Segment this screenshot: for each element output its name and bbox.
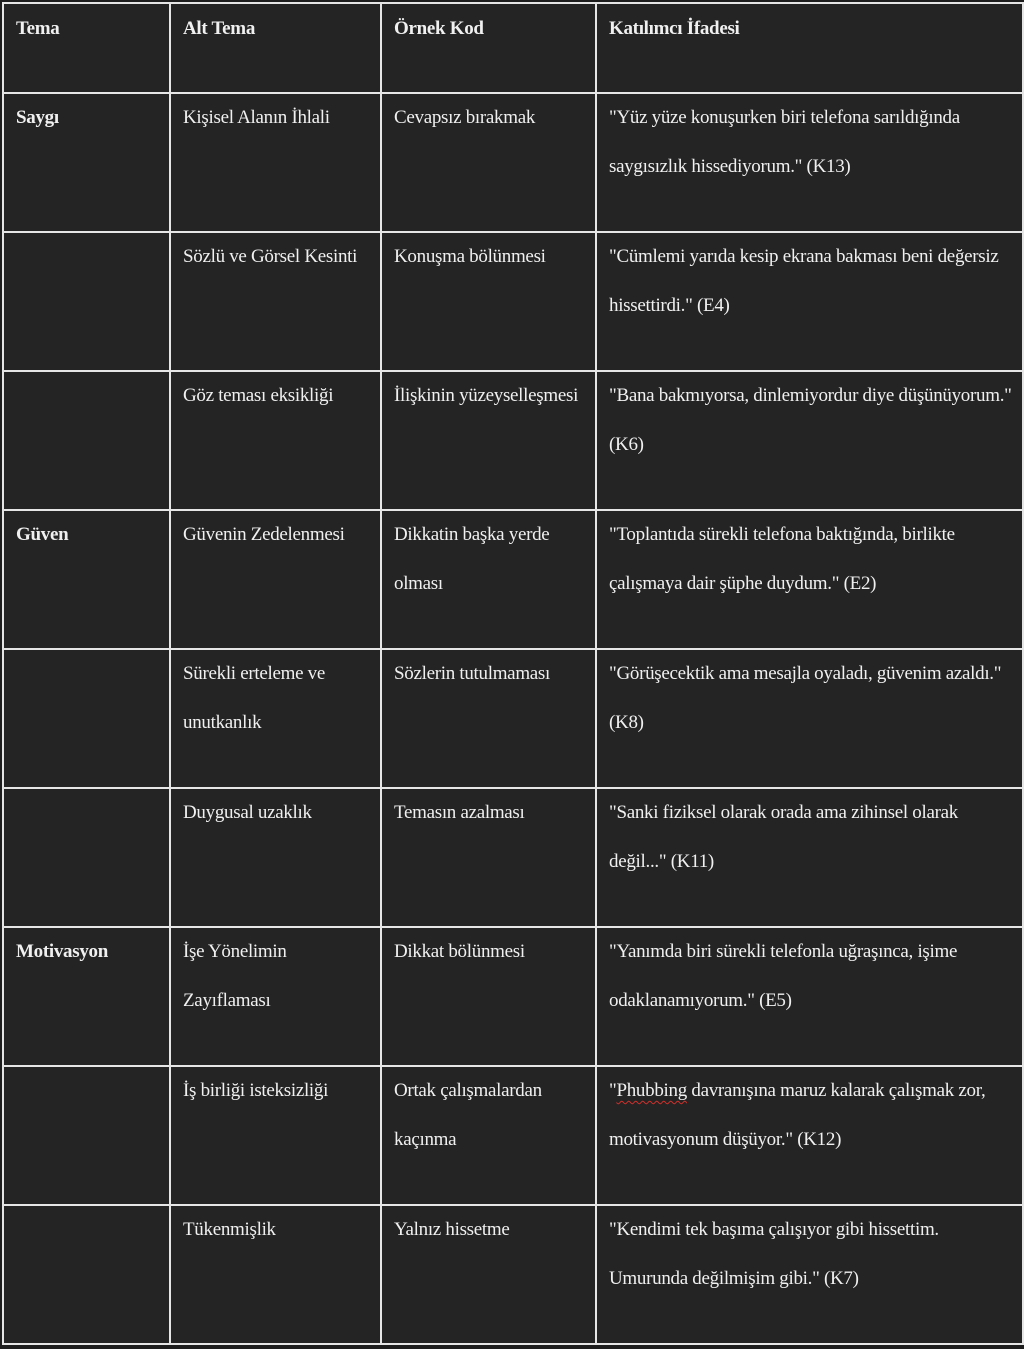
ifade-text: "Cümlemi yarıda kesip ekrana bakması beni değersiz hissettirdi." (E4) xyxy=(609,246,999,316)
ifade-cell xyxy=(596,649,1023,788)
tema-cell xyxy=(3,649,170,788)
ornek-kod-text: İlişkinin yüzeyselleşmesi xyxy=(394,385,579,406)
tema-cell xyxy=(3,371,170,510)
table-row xyxy=(3,232,1023,371)
tema-cell xyxy=(3,93,170,232)
ifade-cell xyxy=(596,1205,1023,1344)
alt-tema-text: İşe Yönelimin Zayıflaması xyxy=(183,941,287,1011)
ifade-text xyxy=(609,1066,1014,1164)
alt-tema-text: Duygusal uzaklık xyxy=(183,802,312,823)
alt-tema-text: Güvenin Zedelenmesi xyxy=(183,524,345,545)
table-row xyxy=(3,788,1023,927)
ifade-prefix: " xyxy=(609,1080,617,1101)
alt-tema-text: Sözlü ve Görsel Kesinti xyxy=(183,246,358,267)
alt-tema-cell xyxy=(170,927,381,1066)
header-ornek-kod: Örnek Kod xyxy=(381,3,596,93)
ifade-text: "Bana bakmıyorsa, dinlemiyordur diye düşünüyorum." (K6) xyxy=(609,385,1012,455)
alt-tema-text: Göz teması eksikliği xyxy=(183,385,334,406)
thematic-analysis-table xyxy=(2,2,1024,1345)
ornek-kod-text: Ortak çalışmalardan kaçınma xyxy=(394,1080,542,1150)
ifade-cell xyxy=(596,93,1023,232)
ornek-kod-cell xyxy=(381,1205,596,1344)
ifade-suffix: davranışına maruz kalarak çalışmak zor, motivasyonum düşüyor." (K12) xyxy=(609,1080,986,1150)
ornek-kod-cell xyxy=(381,371,596,510)
ifade-text: "Toplantıda sürekli telefona baktığında, birlikte çalışmaya dair şüphe duydum." (E2) xyxy=(609,524,955,594)
tema-cell xyxy=(3,927,170,1066)
tema-text: Güven xyxy=(16,524,69,545)
ifade-text: "Sanki fiziksel olarak orada ama zihinsel olarak değil..." (K11) xyxy=(609,802,958,872)
tema-cell xyxy=(3,1066,170,1205)
tema-cell xyxy=(3,1205,170,1344)
alt-tema-cell xyxy=(170,1066,381,1205)
ornek-kod-text: Temasın azalması xyxy=(394,802,525,823)
ifade-cell xyxy=(596,927,1023,1066)
table-row xyxy=(3,1205,1023,1344)
ornek-kod-text: Dikkatin başka yerde olması xyxy=(394,524,550,594)
table-header-row xyxy=(3,3,1023,93)
header-tema: Tema xyxy=(3,3,170,93)
table-row xyxy=(3,649,1023,788)
tema-cell xyxy=(3,510,170,649)
ornek-kod-cell xyxy=(381,1066,596,1205)
ifade-text: "Kendimi tek başıma çalışıyor gibi hissettim. Umurunda değilmişim gibi." (K7) xyxy=(609,1219,939,1289)
ifade-text: "Yanımda biri sürekli telefonla uğraşınca, işime odaklanamıyorum." (E5) xyxy=(609,941,958,1011)
alt-tema-cell xyxy=(170,788,381,927)
alt-tema-cell xyxy=(170,510,381,649)
ornek-kod-text: Konuşma bölünmesi xyxy=(394,246,546,267)
ornek-kod-cell xyxy=(381,232,596,371)
ifade-cell xyxy=(596,510,1023,649)
table-row xyxy=(3,371,1023,510)
tema-text: Saygı xyxy=(16,107,59,128)
alt-tema-text: İş birliği isteksizliği xyxy=(183,1080,329,1101)
tema-cell xyxy=(3,232,170,371)
alt-tema-text: Kişisel Alanın İhlali xyxy=(183,107,330,128)
ornek-kod-cell xyxy=(381,93,596,232)
alt-tema-cell xyxy=(170,93,381,232)
ornek-kod-cell xyxy=(381,927,596,1066)
alt-tema-cell xyxy=(170,1205,381,1344)
alt-tema-cell xyxy=(170,232,381,371)
ornek-kod-text: Cevapsız bırakmak xyxy=(394,107,536,128)
ornek-kod-text: Dikkat bölünmesi xyxy=(394,941,525,962)
alt-tema-cell xyxy=(170,649,381,788)
header-alt-tema: Alt Tema xyxy=(170,3,381,93)
table-row xyxy=(3,93,1023,232)
spellcheck-marked-word[interactable]: Phubbing xyxy=(616,1080,687,1101)
ifade-text: "Yüz yüze konuşurken biri telefona sarıldığında saygısızlık hissediyorum." (K13) xyxy=(609,107,960,177)
ifade-cell xyxy=(596,371,1023,510)
alt-tema-cell xyxy=(170,371,381,510)
tema-text: Motivasyon xyxy=(16,941,109,962)
ornek-kod-cell xyxy=(381,510,596,649)
header-katilimci-ifadesi: Katılımcı İfadesi xyxy=(596,3,1023,93)
ifade-cell xyxy=(596,788,1023,927)
table-row xyxy=(3,1066,1023,1205)
table-row xyxy=(3,510,1023,649)
ornek-kod-cell xyxy=(381,788,596,927)
ornek-kod-text: Sözlerin tutulmaması xyxy=(394,663,551,684)
ifade-cell xyxy=(596,1066,1023,1205)
ornek-kod-text: Yalnız hissetme xyxy=(394,1219,510,1240)
alt-tema-text: Tükenmişlik xyxy=(183,1219,276,1240)
alt-tema-text: Sürekli erteleme ve unutkanlık xyxy=(183,663,326,733)
ornek-kod-cell xyxy=(381,649,596,788)
tema-cell xyxy=(3,788,170,927)
table-row xyxy=(3,927,1023,1066)
ifade-cell xyxy=(596,232,1023,371)
ifade-text: "Görüşecektik ama mesajla oyaladı, güvenim azaldı." (K8) xyxy=(609,663,1002,733)
